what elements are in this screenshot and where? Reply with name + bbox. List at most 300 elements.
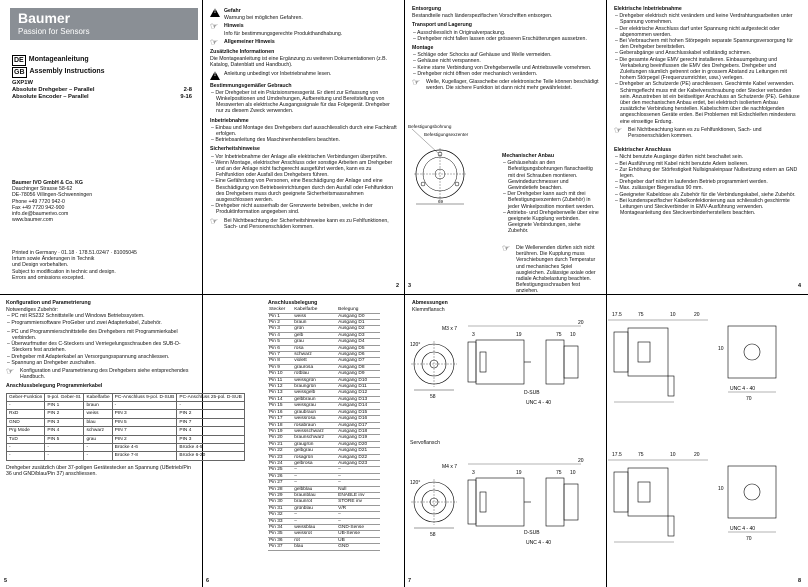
table-cell: Pin 32: [268, 512, 293, 518]
table-row: [7, 435, 245, 443]
list-item: – Vor Inbetriebnahme der Anlage alle elektrischen Verbindungen überprüfen.: [211, 153, 387, 160]
pointing-hand-icon: ☞: [412, 77, 421, 88]
table-cell: weiss: [84, 410, 112, 418]
table-cell: Pin 33: [268, 518, 293, 524]
list-item: – Gehäusehals an den Befestigungsbohrungen flanschseitig mit drei Schrauben montieren. Gewindedurchmesser und Gewindetiefe beachten.: [503, 160, 593, 192]
page-number: 3: [408, 283, 412, 289]
dim-label: UNC 4 - 40: [526, 400, 552, 406]
page-number: 8: [798, 578, 802, 584]
list-item: – Spannung an Drehgeber zuschalten.: [7, 359, 96, 366]
table-cell: –: [293, 512, 337, 518]
subsection-title: Klemmflansch: [412, 307, 445, 314]
dim-label: M3 x 7: [442, 326, 458, 332]
table-cell: rot: [293, 537, 337, 543]
table-cell: Ausgang D7: [337, 358, 380, 364]
dim-label: 75: [556, 470, 562, 476]
table-cell: Pin 13: [268, 390, 293, 396]
table-cell: TxD: [7, 435, 45, 443]
table-cell: Ausgang D21: [337, 448, 380, 454]
product-row-pages: 2-8: [183, 87, 192, 93]
table-header: Stecker: [268, 307, 293, 313]
section-title: Bestimmungsgemäßer Gebrauch: [210, 82, 292, 89]
table-cell: braun: [293, 320, 337, 326]
list-item: – Einbau und Montage des Drehgebers darf ausschliesslich durch eine Fachkraft erfolgen.: [211, 124, 397, 138]
table-cell: STORE inv: [337, 499, 380, 505]
list-item: – Drehgeber elektrisch nicht verändern und keine Verdrahtungsarbeiten unter Spannung vornehmen.: [615, 13, 793, 26]
table-header: Kabelfarbe: [84, 393, 112, 401]
table-cell: Pin 11: [268, 377, 293, 383]
product-row-pages: 9-16: [180, 94, 192, 100]
diagram-dimension: 69: [438, 199, 444, 204]
table-cell: gelbrosa: [293, 460, 337, 466]
table-cell: Ausgang D9: [337, 371, 380, 377]
table-cell: Pin 37: [268, 544, 293, 550]
table-cell: Prg Mode: [7, 427, 45, 435]
table-cell: GND: [337, 544, 380, 550]
table-cell: -: [84, 444, 112, 452]
subsection-title: Servoflansch: [410, 440, 440, 446]
table-cell: rosagrün: [293, 454, 337, 460]
table-cell: -: [84, 452, 112, 460]
dim-label: 3: [472, 332, 475, 338]
table-cell: –: [293, 518, 337, 524]
table-cell: grau: [84, 435, 112, 443]
table-cell: Pin 21: [268, 441, 293, 447]
table-cell: Pin 8: [268, 358, 293, 364]
table-row: [268, 544, 380, 550]
list-item: – Bei Verbrauchern mit hohen Störpegeln separate Spannungsversorgung für den Drehgeber bereitstellen.: [615, 38, 793, 51]
table-cell: ENABLE inv: [337, 492, 380, 498]
table-cell: Pin 25: [268, 467, 293, 473]
list-item: – Der elektrische Anschluss darf unter Spannung nicht aufgesteckt oder abgenommen werden.: [615, 25, 780, 38]
table-cell: PIN 5: [112, 418, 177, 426]
section-title: Konfiguration und Parametrierung: [6, 300, 91, 306]
dim-label: 17.5: [612, 312, 622, 318]
section-title: Allgemeiner Hinweis: [224, 38, 275, 45]
table-header: Geber-Funktion: [7, 393, 45, 401]
table-header: PC-Anschluss 9-pol. D-SUB: [112, 393, 177, 401]
dim-label: 70: [746, 396, 752, 402]
table-cell: Ausgang D15: [337, 409, 380, 415]
table-cell: Brücke 4-6: [112, 444, 177, 452]
page-number: 2: [396, 283, 400, 289]
table-cell: graubraun: [293, 409, 337, 415]
product-row-label: Absolute Drehgeber – Parallel: [12, 87, 95, 93]
table-cell: weissschwarz: [293, 428, 337, 434]
table-cell: PIN 7: [112, 427, 177, 435]
table-cell: Ausgang D3: [337, 332, 380, 338]
table-cell: Ausgang D22: [337, 454, 380, 460]
dimension-drawing-p7: [406, 312, 606, 582]
table-cell: PIN 4: [45, 427, 84, 435]
table-cell: PIN 1: [45, 402, 84, 410]
lang-gb-badge: GB: [14, 69, 25, 76]
table-cell: –: [337, 473, 380, 479]
paragraph: Drehgeber zusätzlich über 37-poligen Gerätestecker an Spannung (UBetrieb/Pin 36 und GND/blau/Pin 37) anschliessen.: [6, 464, 191, 478]
table-cell: –: [293, 480, 337, 486]
table-row: [7, 410, 245, 418]
table-cell: Ausgang D14: [337, 403, 380, 409]
dim-label: 70: [746, 536, 752, 542]
section-title: Transport und Lagerung: [412, 22, 472, 29]
brand-header: [10, 8, 198, 40]
dim-label: 20: [694, 452, 700, 458]
table-cell: Ausgang D4: [337, 339, 380, 345]
table-cell: Pin 3: [268, 326, 293, 332]
table-cell: Pin 1: [268, 313, 293, 319]
section-title: Inbetriebnahme: [210, 117, 249, 124]
dim-label: 20: [578, 320, 584, 326]
table-cell: Pin 4: [268, 332, 293, 338]
dim-label: M4 x 7: [442, 464, 458, 470]
dim-label: 75: [638, 312, 644, 318]
programming-cable-table: [6, 393, 245, 461]
dim-label: UNC 4 - 40: [730, 386, 756, 392]
table-cell: Pin 24: [268, 460, 293, 466]
table-cell: Ausgang D0: [337, 313, 380, 319]
table-cell: PIN 3: [45, 418, 84, 426]
table-cell: weiss: [293, 313, 337, 319]
dim-label: 10: [570, 470, 576, 476]
dim-label: 19: [516, 332, 522, 338]
table-row: [7, 418, 245, 426]
table-cell: weissrosa: [293, 416, 337, 422]
address-line: Dauchinger Strasse 58-62: [12, 186, 73, 193]
table-cell: grün: [293, 326, 337, 332]
page-number: 6: [206, 578, 210, 584]
dim-label: 75: [556, 332, 562, 338]
table-cell: Ausgang D12: [337, 390, 380, 396]
paragraph: Die Wellenenden dürfen sich nicht berühren. Die Kupplung muss Verschiebungen durch Temperatur und mechanisches Spiel ausgleichen. Zulässige axiale oder radiale Achsbelastung beachten. Befestigungsschrauben fest anziehen.: [516, 245, 596, 295]
list-item: – Antriebs- und Drehgeberwelle über eine geeignete Kupplung verbinden. Geeignete Verbindungen, siehe Zubehör.: [503, 209, 599, 235]
table-cell: Pin 2: [268, 320, 293, 326]
section-title: Entsorgung: [412, 6, 442, 12]
table-cell: –: [337, 467, 380, 473]
fax: Fax +49 7720 942-900: [12, 204, 65, 211]
table-cell: weissgrün: [293, 377, 337, 383]
list-item: – Geberabgänge und Anschlusskabel vollständig schirmen.: [615, 50, 752, 57]
table-cell: Null: [337, 486, 380, 492]
table-cell: Pin 14: [268, 396, 293, 402]
brand-name: Baumer: [18, 10, 71, 26]
table-cell: Pin 7: [268, 352, 293, 358]
list-item: – Überwurfmutter des C-Steckers und Verriegelungsschrauben des SUB-D-Steckers fest anziehen.: [7, 341, 181, 354]
table-cell: blau: [293, 544, 337, 550]
table-cell: Ausgang D18: [337, 428, 380, 434]
title-de: Montageanleitung: [28, 56, 89, 63]
table-cell: PIN 3: [112, 410, 177, 418]
table-cell: blau: [84, 418, 112, 426]
note-line: Irrtum sowie Änderungen in Technik: [12, 256, 95, 263]
product-block: [12, 80, 192, 101]
list-item: – Eine Gefährdung von Personen, eine Beschädigung der Anlage und eine Beschädigung von Betriebseinrichtungen durch den Ausfall oder Fehlfunktion des Drehgebers muss durch geeignete Sicherheitsmassnahmen ausgeschlossen werden.: [211, 178, 394, 204]
table-header-row: [7, 393, 245, 401]
dim-label: UNC 4 - 40: [730, 526, 756, 532]
dim-label: 58: [430, 532, 436, 538]
table-cell: Pin 12: [268, 384, 293, 390]
table-cell: violett: [293, 358, 337, 364]
page-3-note: [406, 215, 606, 295]
dim-label: 3: [472, 470, 475, 476]
dim-label: 75: [638, 452, 644, 458]
paragraph: Info für bestimmungsgerechte Produkthandhabung.: [224, 30, 343, 37]
pointing-hand-icon: ☞: [210, 215, 219, 226]
mounting-diagram: [406, 124, 496, 209]
email: info.de@baumerivo.com: [12, 211, 69, 218]
section-title: Anschlussbelegung: [268, 300, 318, 306]
table-cell: PIN 2: [177, 410, 244, 418]
list-item: – PC mit RS232 Schnittstelle und Windows Betriebssystem.: [7, 313, 145, 320]
table-cell: Ausgang D6: [337, 352, 380, 358]
table-cell: weissgrau: [293, 403, 337, 409]
flange-drawing: [406, 124, 496, 209]
table-cell: Pin 19: [268, 428, 293, 434]
paragraph: Notwendiges Zubehör:: [6, 307, 59, 314]
page-5: [0, 300, 242, 587]
table-cell: graugrün: [293, 441, 337, 447]
table-cell: Ausgang D19: [337, 435, 380, 441]
website: www.baumer.com: [12, 217, 53, 224]
table-cell: PIN 2: [45, 410, 84, 418]
dim-label: 10: [670, 312, 676, 318]
dim-label: 10: [718, 346, 724, 352]
list-item: – PC und Programmierschnittstelle des Drehgebers mit Programmierkabel verbinden.: [7, 328, 178, 342]
brand-tagline: Passion for Sensors: [18, 27, 90, 36]
list-item: – Bei kundenspezifischer Kabelkonfektionierung aus schliesslich geschirmte Leitungen und Steckverbinder in EMV-Ausführung verwenden. Montageanleitung des Steckverbinderherstellers beachten.: [615, 197, 790, 217]
table-cell: –: [337, 512, 380, 518]
page-number: 4: [798, 283, 802, 289]
table-cell: schwarz: [293, 352, 337, 358]
list-item: – Programmiersoftware ProGeber und zwei Adapterkabel, Zubehör.: [7, 319, 162, 326]
table-cell: PIN 3: [177, 435, 244, 443]
table-cell: UB: [337, 537, 380, 543]
table-cell: Pin 27: [268, 480, 293, 486]
list-item: – Der Drehgeber kann auch mit drei Befestigungsexzentern (Zubehör) in jeder Winkelposition montiert werden.: [503, 191, 595, 210]
table-cell: Brücke 7-8: [112, 452, 177, 460]
table-cell: Brücke 4-5: [177, 444, 244, 452]
table-cell: braun: [84, 402, 112, 410]
table-cell: -: [112, 402, 177, 410]
dim-label: 20: [694, 312, 700, 318]
paragraph: Warnung bei möglichen Gefahren.: [224, 15, 303, 22]
table-cell: weissgelb: [293, 390, 337, 396]
table-header: Belegung: [337, 307, 380, 313]
table-cell: PIN 4: [177, 427, 244, 435]
paragraph: Bei Nichtbeachtung kann es zu Fehlfunktionen, Sach- und Personenschäden kommen.: [628, 126, 762, 140]
table-cell: Pin 23: [268, 454, 293, 460]
list-item: – Keine starre Verbindung von Drehgeberwelle und Antriebswelle vornehmen.: [413, 64, 592, 71]
table-header: Kabelfarbe: [293, 307, 337, 313]
pointing-hand-icon: ☞: [6, 366, 15, 377]
table-cell: Ausgang D23: [337, 460, 380, 466]
dim-label: 10: [718, 486, 724, 492]
table-cell: Pin 36: [268, 537, 293, 543]
table-cell: weissblau: [293, 525, 337, 531]
page-4: [608, 6, 808, 294]
dim-label: 20: [578, 458, 584, 464]
table-cell: gelb: [293, 332, 337, 338]
phone: Phone +49 7720 942-0: [12, 198, 65, 205]
table-cell: Pin 16: [268, 409, 293, 415]
table-row: [7, 402, 245, 410]
table-cell: Pin 10: [268, 371, 293, 377]
section-title: Sicherheitshinweise: [210, 146, 260, 153]
list-item: – Nicht benutzte Ausgänge dürfen nicht beschaltet sein.: [615, 154, 744, 161]
table-body: [7, 402, 245, 461]
table-header: PC-Anschluss 25-pol. D-SUB: [177, 393, 244, 401]
company-block: [12, 180, 192, 223]
table-cell: Ausgang D20: [337, 441, 380, 447]
table-cell: Ausgang D17: [337, 422, 380, 428]
title-block: [12, 55, 105, 78]
dim-label: UNC 4 - 40: [526, 540, 552, 546]
paragraph: Welle, Kugellager, Glasscheibe oder elektronische Teile können beschädigt werden. Die sichere Funktion ist dann nicht mehr gewährleistet.: [426, 79, 599, 92]
table-cell: GND-Sense: [337, 525, 380, 531]
dim-label: 19: [516, 470, 522, 476]
pointing-hand-icon: ☞: [210, 21, 219, 32]
table-header: 9-pol. Geber-St.: [45, 393, 84, 401]
page-number: 7: [408, 578, 412, 584]
table-cell: –: [293, 467, 337, 473]
table-cell: -: [7, 402, 45, 410]
page-2: [204, 6, 404, 294]
address-line: DE-78056 Villingen-Schwenningen: [12, 192, 93, 199]
printed-line: Printed in Germany · 01.18 · 178.51.024/7 · 81005045: [12, 250, 137, 256]
row-divider: [0, 294, 808, 295]
list-item: – Drehgeber an Schutzerde (PE) anschliessen. Geschirmte Kabel verwenden. Schirmgeflecht muss mit der Kabelverschraubung oder Stecker verbunden sein. Anzustreben ist ein beidseitiger Anschluss an Schutzerde (PE). Gehäuse über den mechanischen Anbau erdet, bei elektrisch isoliertem Anbau zusätzliche Verbindung herstellen. Kabelschirm über die nachfolgenden angeschlossenen Geräte erden. Bei Problemen mit Erdschleifen mindestens eine einseitige Erdung.: [615, 81, 800, 125]
table-cell: weissrot: [293, 531, 337, 537]
table-cell: Pin 29: [268, 492, 293, 498]
table-cell: Pin 9: [268, 364, 293, 370]
table-cell: Pin 20: [268, 435, 293, 441]
table-cell: Pin 18: [268, 422, 293, 428]
list-item: – Schläge oder Schocks auf Gehäuse und Welle vermeiden.: [413, 52, 552, 59]
page-number: 5: [4, 578, 8, 584]
section-title: Montage: [412, 45, 434, 52]
diagram-label: Befestigungsbohrung: [408, 124, 452, 129]
list-item: – Drehgeber nicht fallen lassen oder grösseren Erschütterungen aussetzen.: [413, 35, 587, 42]
company-name: Baumer IVO GmbH & Co. KG: [12, 180, 83, 186]
table-cell: Pin 5: [268, 339, 293, 345]
table-cell: Ausgang D16: [337, 416, 380, 422]
dim-label: 17.5: [612, 452, 622, 458]
print-info: [12, 250, 197, 281]
table-cell: Ausgang D11: [337, 384, 380, 390]
table-cell: rotblau: [293, 371, 337, 377]
table-cell: Pin 30: [268, 499, 293, 505]
paragraph: Bestandteile nach länderspezifischen Vorschriften entsorgen.: [412, 13, 553, 20]
section-title: Zusätzliche Informationen: [210, 49, 275, 56]
note-line: Subject to modification in technic and design.: [12, 268, 116, 275]
paragraph: Die Montageanleitung ist eine Ergänzung zu weiteren Dokumentationen (z.B. Katalog, Datenblatt und Handbuch).: [210, 56, 388, 69]
warning-triangle-icon: !: [210, 8, 220, 17]
dim-label: 58: [430, 394, 436, 400]
pointing-hand-icon: ☞: [210, 36, 219, 47]
table-cell: V/R: [337, 505, 380, 511]
list-item: – Max. zulässiger Biegeradius 90 mm.: [615, 185, 703, 192]
table-cell: Ausgang D2: [337, 326, 380, 332]
table-cell: braunschwarz: [293, 435, 337, 441]
table-cell: Pin 26: [268, 473, 293, 479]
dimension-drawing-p8: [608, 306, 808, 576]
section-title: Elektrischer Anschluss: [614, 147, 672, 154]
table-cell: -: [7, 452, 45, 460]
table-cell: Ausgang D13: [337, 396, 380, 402]
dim-label: D-SUB: [524, 530, 540, 536]
list-item: – Drehgeber nicht öffnen oder mechanisch verändern.: [413, 70, 538, 77]
table-cell: rosabraun: [293, 422, 337, 428]
table-cell: UB-Sense: [337, 531, 380, 537]
pointing-hand-icon: ☞: [502, 243, 511, 253]
table-cell: Pin 34: [268, 525, 293, 531]
table-cell: PIN 5: [45, 435, 84, 443]
diagram-label: Befestigungsexzenter: [424, 132, 469, 137]
list-item: – Wenn Montage, elektrischer Anschluss oder sonstige Arbeiten am Drehgeber und an der Anlage nicht fachgerecht ausgeführt werden, kann es zu Fehlfunktion oder Ausfall des Drehgebers führen.: [211, 159, 393, 179]
table-cell: –: [293, 473, 337, 479]
warning-triangle-icon: !: [210, 71, 220, 80]
dim-label: 120°: [410, 342, 421, 348]
table-cell: Ausgang D8: [337, 364, 380, 370]
table-body: [268, 313, 380, 550]
table-cell: Brücke 6-20: [177, 452, 244, 460]
table-cell: grau: [293, 339, 337, 345]
list-item: – Der Drehgeber ist ein Präzisionsmessgerät. Er dient zur Erfassung von Winkelpositionen und Umdrehungen, Aufbereitung und Bereitstellung von Messwerten als elektrische Ausgangssignale für das Folgegerät. Drehgeber nur zu diesem Zweck verwenden.: [211, 89, 390, 115]
paragraph: Bei Nichtbeachtung der Sicherheitshinweise kann es zu Fehlfunktionen, Sach- und Personenschäden kommen.: [224, 217, 389, 230]
table-cell: Pin 6: [268, 345, 293, 351]
dim-label: 120°: [410, 480, 421, 486]
table-cell: schwarz: [84, 427, 112, 435]
table-cell: Ausgang D5: [337, 345, 380, 351]
table-cell: Pin 35: [268, 531, 293, 537]
table-cell: Pin 17: [268, 416, 293, 422]
table-cell: Pin 28: [268, 486, 293, 492]
product-row-label: Absolute Encoder – Parallel: [12, 94, 89, 100]
list-item: – Betriebsanleitung des Maschinenherstellers beachten.: [211, 137, 340, 144]
table-cell: –: [337, 518, 380, 524]
table-cell: PIN 7: [177, 418, 244, 426]
paragraph: Konfiguration und Parametrierung des Drehgebers siehe entsprechendes Handbuch.: [20, 368, 189, 381]
paragraph: Anleitung unbedingt vor Inbetriebnahme lesen.: [224, 70, 332, 77]
section-title: Elektrische Inbetriebnahme: [614, 6, 682, 12]
table-cell: Ausgang D10: [337, 377, 380, 383]
pointing-hand-icon: ☞: [614, 124, 623, 135]
section-title: Abmessungen: [412, 300, 448, 306]
dim-label: D-SUB: [524, 390, 540, 396]
table-cell: Pin 22: [268, 448, 293, 454]
pin-assignment-table: [268, 307, 380, 550]
note-line: und Design vorbehalten.: [12, 262, 69, 269]
table-cell: Ausgang D1: [337, 320, 380, 326]
dim-label: 10: [570, 332, 576, 338]
table-cell: Pin 15: [268, 403, 293, 409]
list-item: – Bei Ausführung mit Kabel nicht benutzte Adern isolieren.: [615, 160, 749, 167]
table-cell: PIN 2: [112, 435, 177, 443]
table-cell: braunblau: [293, 492, 337, 498]
table-cell: -: [177, 402, 244, 410]
list-item: – Geeigneter Kabeldose als Zubehör für die Verbindungskabel, siehe Zubehör.: [615, 191, 796, 198]
section-title: Gefahr: [224, 8, 241, 14]
page-6: [262, 300, 402, 587]
table-cell: grünblau: [293, 505, 337, 511]
table-cell: gelbblau: [293, 486, 337, 492]
table-cell: rosa: [293, 345, 337, 351]
table-cell: braunrot: [293, 499, 337, 505]
section-title: Hinweis: [224, 23, 244, 30]
table-row: [7, 452, 245, 460]
lang-de-badge: DE: [14, 57, 24, 64]
list-item: – Ausschliesslich in Originalverpackung.: [413, 29, 506, 36]
list-item: – Zur Erhöhung der Störfestigkeit Nullsignaleinpaar Nullsetzung extern an GND legen.: [615, 166, 798, 180]
